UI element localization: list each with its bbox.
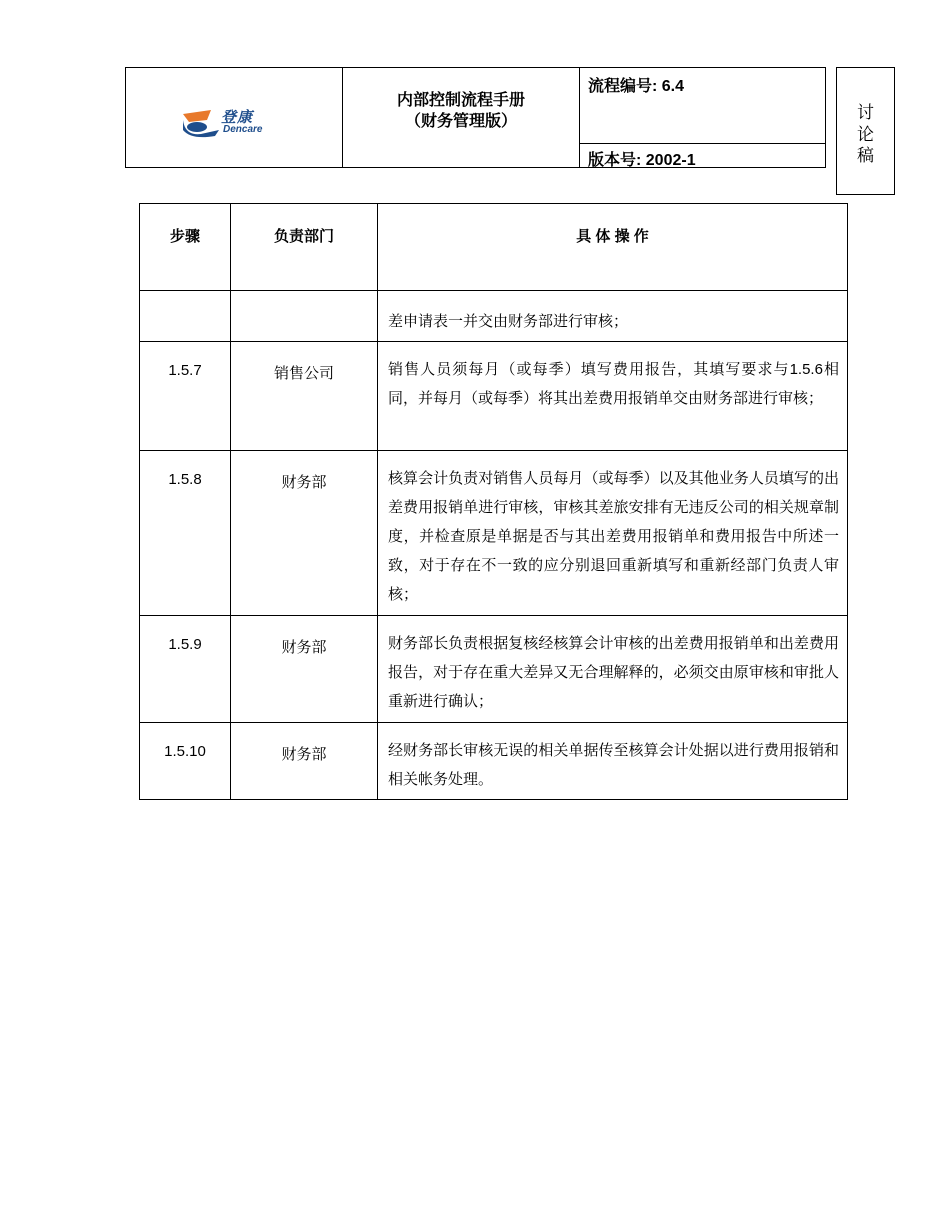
- table-row: [140, 342, 848, 451]
- manual-title: 内部控制流程手册: [396, 92, 525, 109]
- info-divider: [580, 143, 825, 144]
- company-logo: [181, 106, 281, 138]
- operation-cell: 销售人员须每月（或每季）填写费用报告，其填写要求与1.5.6相同，并每月（或每季）将其出差费用报销单交由财务部进行审核；: [378, 342, 848, 451]
- header-operation: 具 体 操 作: [378, 204, 848, 291]
- dept-cell: 财务部: [231, 723, 378, 800]
- dept-cell: 财务部: [231, 451, 378, 616]
- step-cell: 1.5.10: [140, 723, 231, 800]
- logo-en-text: Dencare: [223, 124, 263, 135]
- table-header-row: [140, 204, 848, 291]
- step-cell: 1.5.7: [140, 342, 231, 451]
- procedure-table: [139, 203, 848, 800]
- step-cell: [140, 291, 231, 342]
- process-number: 流程编号: 6.4: [588, 78, 685, 95]
- operation-cell: 经财务部长审核无误的相关单据传至核算会计处据以进行费用报销和相关帐务处理。: [378, 723, 848, 800]
- logo-cell: [126, 68, 343, 167]
- header-dept: 负责部门: [231, 204, 378, 291]
- version-number: 版本号: 2002-1: [588, 152, 696, 169]
- dept-cell: 财务部: [231, 616, 378, 723]
- draft-label-box: [836, 67, 895, 195]
- draft-char-1: 讨: [857, 103, 874, 123]
- doc-info-cell: [580, 68, 825, 167]
- draft-char-3: 稿: [857, 146, 874, 166]
- dept-cell: [231, 291, 378, 342]
- step-cell: 1.5.8: [140, 451, 231, 616]
- dept-cell: 销售公司: [231, 342, 378, 451]
- title-cell: [343, 68, 580, 167]
- manual-subtitle: （财务管理版）: [404, 113, 517, 130]
- table-row: [140, 616, 848, 723]
- draft-char-2: 论: [857, 125, 874, 145]
- logo-mark-icon: [181, 106, 221, 138]
- table-row: [140, 451, 848, 616]
- table-row: [140, 723, 848, 800]
- operation-cell: 核算会计负责对销售人员每月（或每季）以及其他业务人员填写的出差费用报销单进行审核，审核其差旅安排有无违反公司的相关规章制度，并检查原是单据是否与其出差费用报销单和费用报告中所述一致，对于存在不一致的应分别退回重新填写和重新经部门负责人审核；: [378, 451, 848, 616]
- operation-cell: 差申请表一并交由财务部进行审核；: [378, 291, 848, 342]
- operation-cell: 财务部长负责根据复核经核算会计审核的出差费用报销单和出差费用报告，对于存在重大差异又无合理解释的，必须交由原审核和审批人重新进行确认；: [378, 616, 848, 723]
- document-header: [125, 67, 826, 168]
- logo-cn-text: 登康: [221, 108, 254, 126]
- step-cell: 1.5.9: [140, 616, 231, 723]
- header-step: 步骤: [140, 204, 231, 291]
- table-row: [140, 291, 848, 342]
